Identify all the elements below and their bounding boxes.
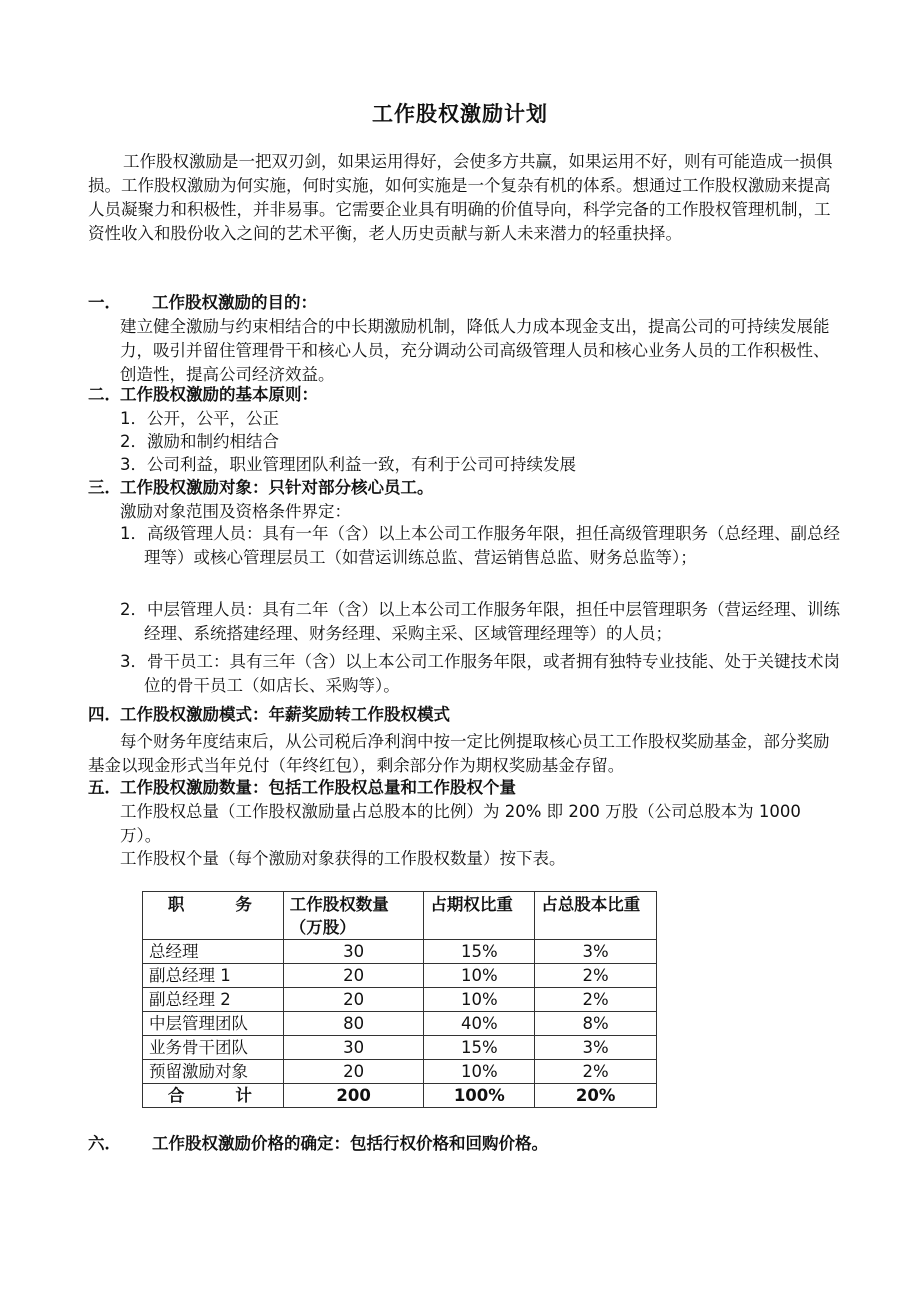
cell-option-ratio: 10% — [424, 964, 535, 988]
section-3-item-2-text: 2．中层管理人员：具有二年（含）以上本公司工作服务年限，担任中层管理职务（营运经理、训练经理、系统搭建经理、财务经理、采购主采、区域管理经理等）的人员； — [120, 600, 840, 643]
cell-capital-ratio: 3% — [535, 1036, 657, 1060]
header-capital-ratio: 占总股本比重 — [535, 892, 657, 940]
cell-quantity: 30 — [283, 1036, 424, 1060]
cell-position: 总经理 — [143, 940, 284, 964]
section-5-individual-paragraph: 工作股权个量（每个激励对象获得的工作股权数量）按下表。 — [120, 849, 566, 868]
section-3-title: 工作股权激励对象：只针对部分核心员工。 — [120, 478, 434, 497]
section-2-number: 二． — [88, 385, 121, 404]
cell-quantity: 20 — [283, 988, 424, 1012]
cell-total-option-ratio: 100% — [424, 1084, 535, 1108]
cell-quantity: 30 — [283, 940, 424, 964]
section-3-item-2 — [120, 598, 840, 646]
section-6-title: 工作股权激励价格的确定：包括行权价格和回购价格。 — [152, 1134, 548, 1153]
table-total-row — [143, 1084, 657, 1108]
intro-paragraph: 工作股权激励是一把双刃剑，如果运用得好，会使多方共赢，如果运用不好，则有可能造成一损俱损。工作股权激励为何实施，何时实施，如何实施是一个复杂有机的体系。想通过工作股权激励来提高人员凝聚力和积极性，并非易事。它需要企业具有明确的价值导向，科学完备的工作股权管理机制，工资性收入和股份收入之间的艺术平衡，老人历史贡献与新人未来潜力的轻重抉择。 — [88, 152, 833, 243]
cell-total-quantity: 200 — [283, 1084, 424, 1108]
cell-capital-ratio: 2% — [535, 988, 657, 1012]
section-2-item-2: 2．激励和制约相结合 — [120, 432, 279, 451]
cell-position: 副总经理 2 — [143, 988, 284, 1012]
document-title: 工作股权激励计划 — [372, 102, 548, 126]
cell-capital-ratio: 8% — [535, 1012, 657, 1036]
cell-total-label: 合 计 — [143, 1084, 284, 1108]
section-3-number: 三． — [88, 478, 121, 497]
table-row — [143, 940, 657, 964]
cell-option-ratio: 15% — [424, 940, 535, 964]
cell-capital-ratio: 2% — [535, 1060, 657, 1084]
section-3-intro: 激励对象范围及资格条件界定： — [120, 502, 351, 521]
section-6-heading — [88, 1132, 548, 1156]
table-row — [143, 1012, 657, 1036]
cell-quantity: 20 — [283, 1060, 424, 1084]
section-3-item-3-text: 3．骨干员工：具有三年（含）以上本公司工作服务年限，或者拥有独特专业技能、处于关键技术岗位的骨干员工（如店长、采购等）。 — [120, 652, 840, 695]
table-row — [143, 1060, 657, 1084]
section-4-title: 工作股权激励模式：年薪奖励转工作股权模式 — [120, 705, 450, 724]
table-row — [143, 1036, 657, 1060]
table-header-row — [143, 892, 657, 940]
section-3-item-3 — [120, 650, 840, 698]
cell-capital-ratio: 3% — [535, 940, 657, 964]
cell-position: 中层管理团队 — [143, 1012, 284, 1036]
section-1-number: 一． — [88, 293, 121, 312]
table-row — [143, 964, 657, 988]
table-row — [143, 988, 657, 1012]
section-1-body: 建立健全激励与约束相结合的中长期激励机制，降低人力成本现金支出，提高公司的可持续发展能力，吸引并留住管理骨干和核心人员，充分调动公司高级管理人员和核心业务人员的工作积极性、创造性，提高公司经济效益。 — [120, 317, 830, 384]
section-2-title: 工作股权激励的基本原则： — [120, 385, 318, 404]
section-5-heading — [88, 776, 516, 800]
section-4-number: 四． — [88, 705, 121, 724]
cell-option-ratio: 40% — [424, 1012, 535, 1036]
cell-position: 预留激励对象 — [143, 1060, 284, 1084]
cell-quantity: 20 — [283, 964, 424, 988]
cell-quantity: 80 — [283, 1012, 424, 1036]
header-position: 职 务 — [143, 892, 284, 940]
header-option-ratio: 占期权比重 — [424, 892, 535, 940]
equity-allocation-table — [142, 891, 657, 1108]
section-4-heading — [88, 703, 450, 727]
section-5-number: 五． — [88, 778, 121, 797]
section-3-item-1 — [120, 522, 840, 570]
cell-capital-ratio: 2% — [535, 964, 657, 988]
section-1-title: 工作股权激励的目的： — [152, 293, 317, 312]
cell-option-ratio: 10% — [424, 1060, 535, 1084]
section-3-heading — [88, 476, 434, 500]
section-2-heading — [88, 383, 318, 407]
section-2-item-3: 3．公司利益，职业管理团队利益一致，有利于公司可持续发展 — [120, 455, 576, 474]
section-2-item-1: 1．公开，公平，公正 — [120, 409, 279, 428]
cell-position: 副总经理 1 — [143, 964, 284, 988]
cell-option-ratio: 15% — [424, 1036, 535, 1060]
cell-option-ratio: 10% — [424, 988, 535, 1012]
section-6-number: 六． — [88, 1134, 121, 1153]
section-1-heading — [88, 291, 317, 315]
cell-total-capital-ratio: 20% — [535, 1084, 657, 1108]
header-equity-quantity: 工作股权数量（万股） — [283, 892, 424, 940]
section-5-total-paragraph: 工作股权总量（工作股权激励量占总股本的比例）为 20% 即 200 万股（公司总股本为 1000 万）。 — [120, 802, 801, 845]
section-3-item-1-text: 1．高级管理人员：具有一年（含）以上本公司工作服务年限，担任高级管理职务（总经理、副总经理等）或核心管理层员工（如营运训练总监、营运销售总监、财务总监等）； — [120, 524, 840, 567]
section-5-title: 工作股权激励数量：包括工作股权总量和工作股权个量 — [120, 778, 516, 797]
cell-position: 业务骨干团队 — [143, 1036, 284, 1060]
section-4-body: 每个财务年度结束后，从公司税后净利润中按一定比例提取核心员工工作股权奖励基金，部分奖励基金以现金形式当年兑付（年终红包），剩余部分作为期权奖励基金存留。 — [88, 732, 830, 775]
